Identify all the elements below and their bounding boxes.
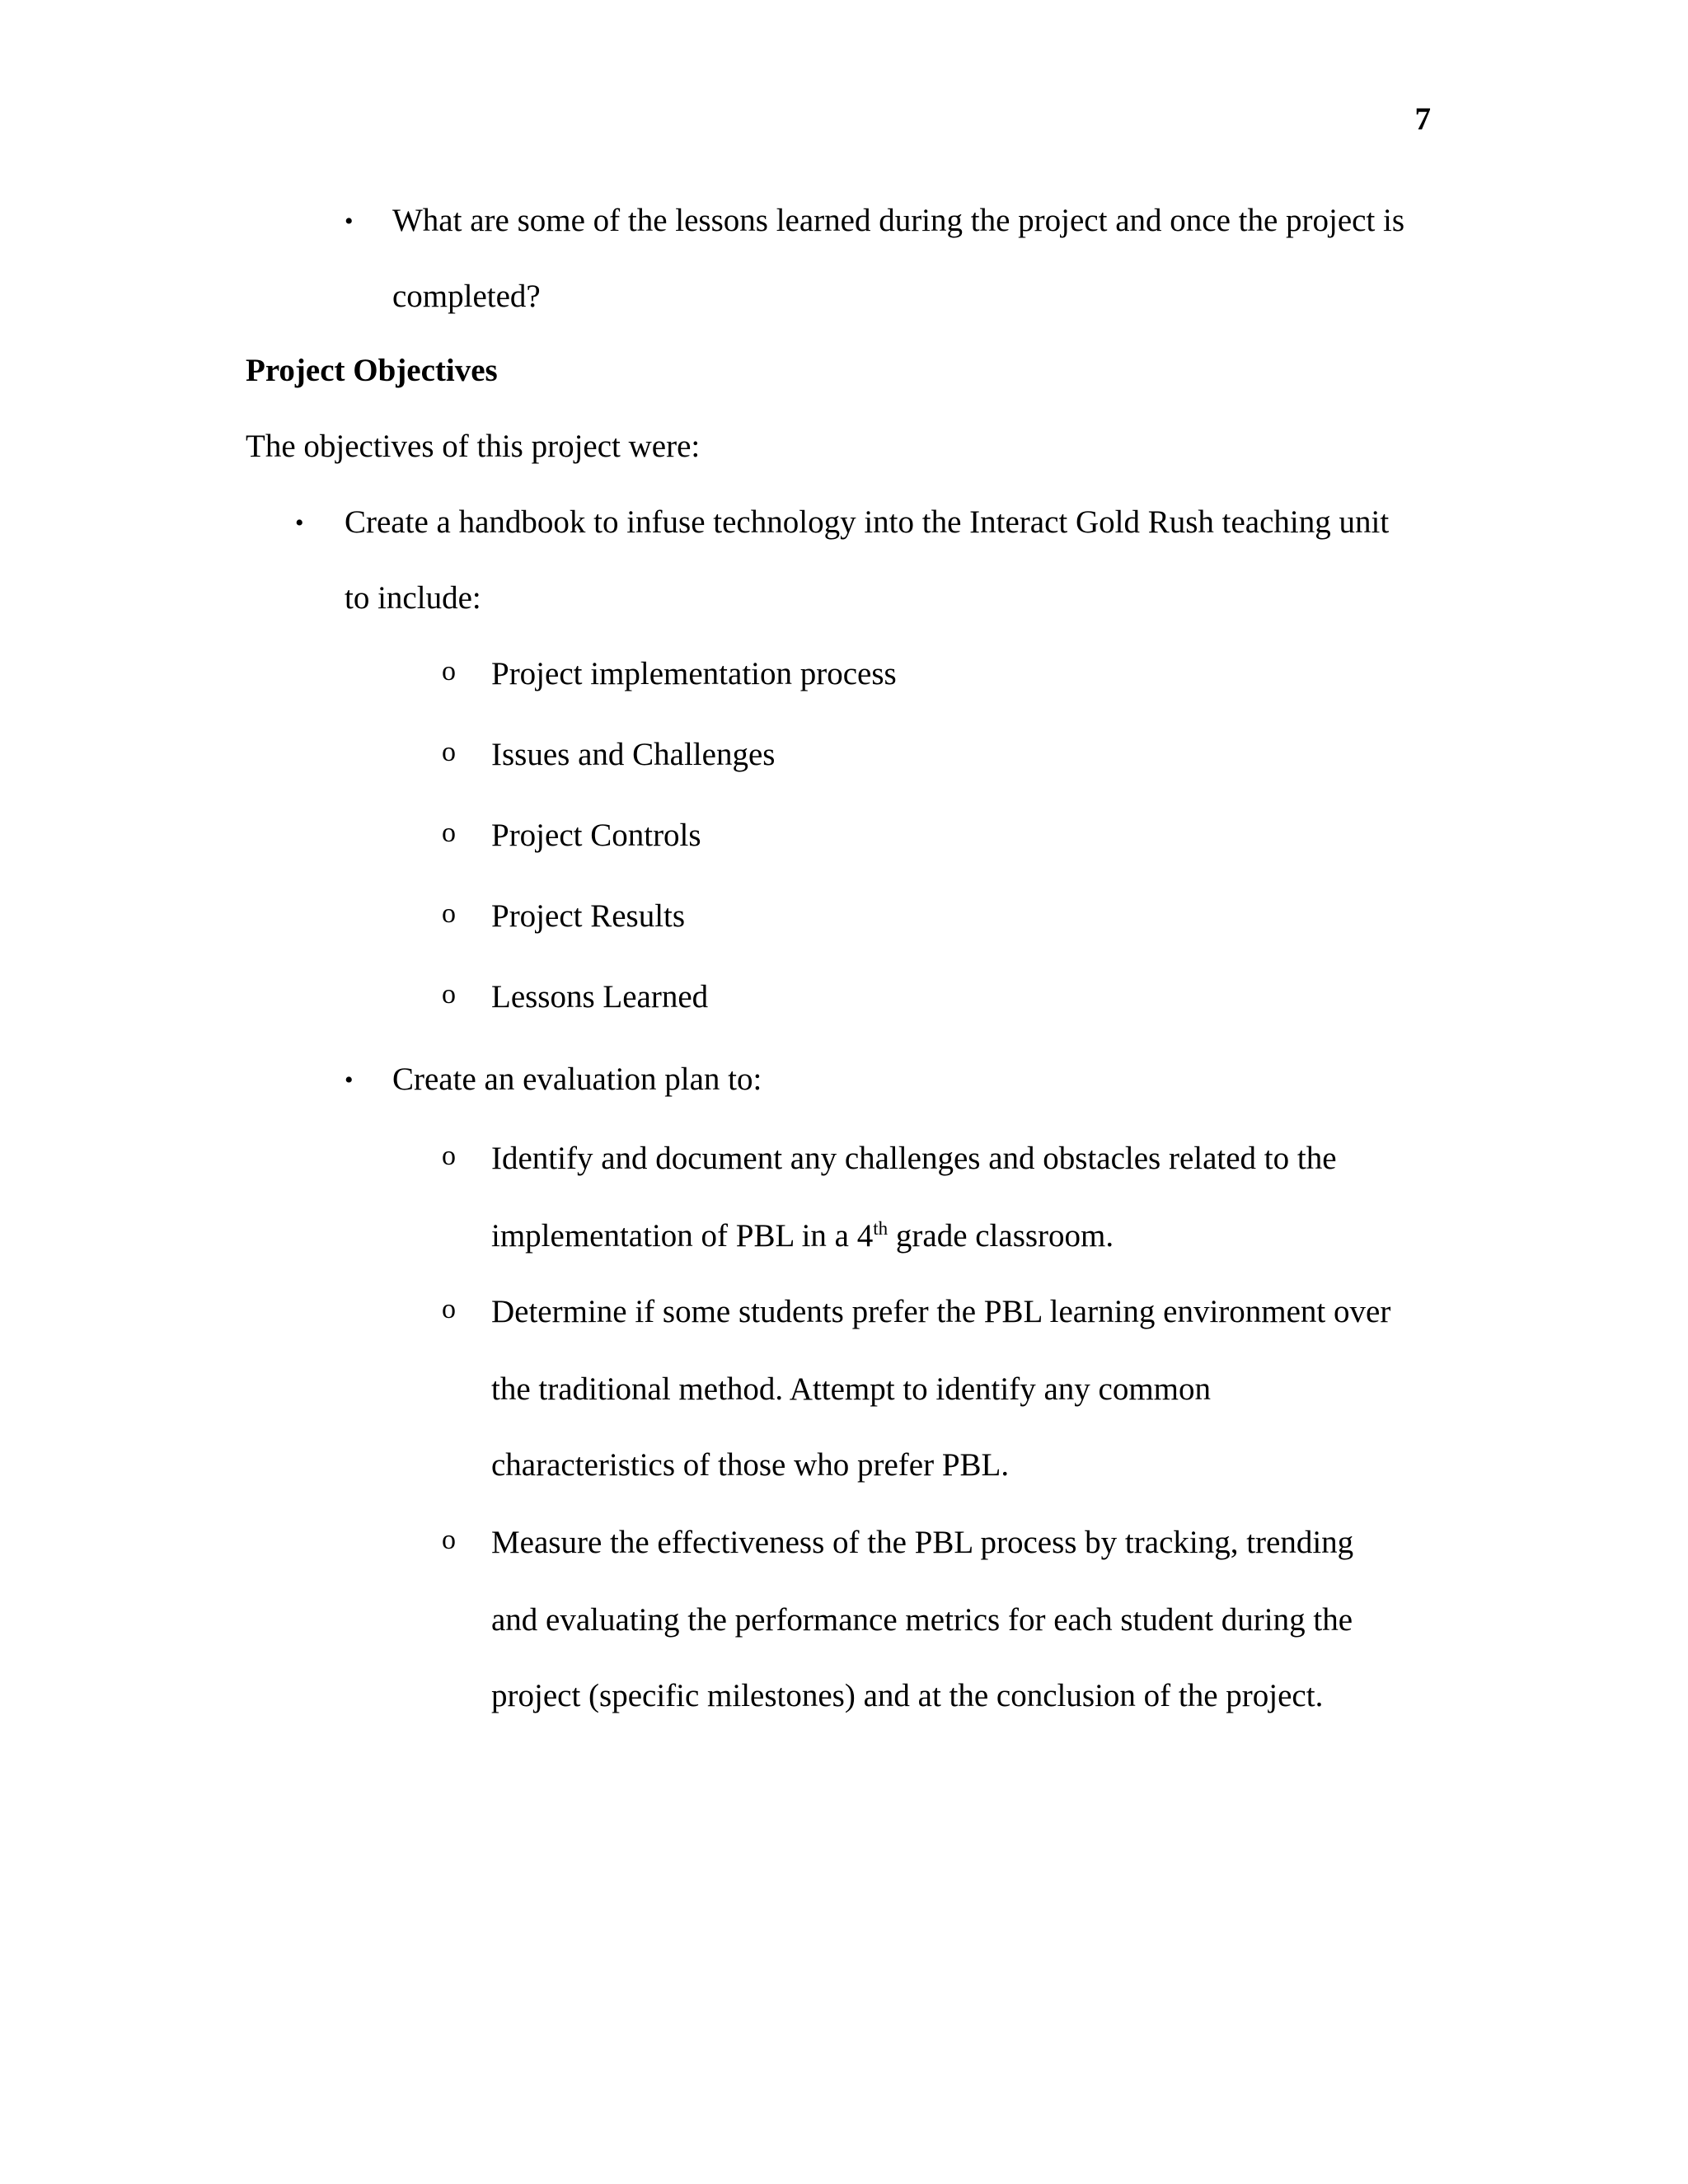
objective-1-subitem: Project implementation process bbox=[491, 656, 897, 691]
page-number: 7 bbox=[1414, 101, 1431, 137]
bullet-marker: • bbox=[345, 1066, 354, 1094]
ordinal-suffix: th bbox=[873, 1218, 889, 1239]
objective-1-subitem: Project Results bbox=[491, 898, 686, 934]
sub-1-line-2-post: grade classroom. bbox=[888, 1218, 1114, 1254]
objective-2-sub-3-line-2: and evaluating the performance metrics for each student during the bbox=[491, 1602, 1353, 1638]
objective-1-subitem: Lessons Learned bbox=[491, 979, 709, 1015]
bullet-marker: • bbox=[295, 509, 304, 537]
sub-1-line-2-pre: implementation of PBL in a 4 bbox=[491, 1218, 874, 1254]
circle-marker: o bbox=[442, 1525, 456, 1555]
objective-1-line-1: Create a handbook to infuse technology into the Interact Gold Rush teaching unit bbox=[345, 504, 1390, 540]
objective-2-sub-1-line-2 bbox=[491, 1220, 1114, 1252]
section-heading: Project Objectives bbox=[246, 353, 498, 388]
circle-marker: o bbox=[442, 818, 456, 848]
objective-1-line-2: to include: bbox=[345, 580, 481, 616]
objective-2-sub-3-line-3: project (specific milestones) and at the conclusion of the project. bbox=[491, 1678, 1324, 1713]
objective-2-line-1: Create an evaluation plan to: bbox=[392, 1062, 762, 1097]
bullet-marker: • bbox=[345, 208, 354, 235]
intro-text: The objectives of this project were: bbox=[246, 429, 701, 464]
circle-marker: o bbox=[442, 656, 456, 687]
circle-marker: o bbox=[442, 898, 456, 929]
objective-1-subitem: Issues and Challenges bbox=[491, 737, 776, 772]
circle-marker: o bbox=[442, 1141, 456, 1171]
intro-bullet-line-1: What are some of the lessons learned during the project and once the project is bbox=[392, 203, 1405, 238]
objective-2-sub-2-line-1: Determine if some students prefer the PBL learning environment over bbox=[491, 1294, 1391, 1329]
objective-2-sub-2-line-2: the traditional method. Attempt to identify any common bbox=[491, 1371, 1212, 1407]
objective-2-sub-2-line-3: characteristics of those who prefer PBL. bbox=[491, 1447, 1010, 1483]
objective-1-subitem: Project Controls bbox=[491, 818, 701, 853]
circle-marker: o bbox=[442, 979, 456, 1010]
circle-marker: o bbox=[442, 1294, 456, 1324]
objective-2-sub-1-line-1: Identify and document any challenges and obstacles related to the bbox=[491, 1141, 1337, 1176]
circle-marker: o bbox=[442, 737, 456, 767]
intro-bullet-line-2: completed? bbox=[392, 279, 541, 314]
objective-2-sub-3-line-1: Measure the effectiveness of the PBL process by tracking, trending bbox=[491, 1525, 1354, 1560]
